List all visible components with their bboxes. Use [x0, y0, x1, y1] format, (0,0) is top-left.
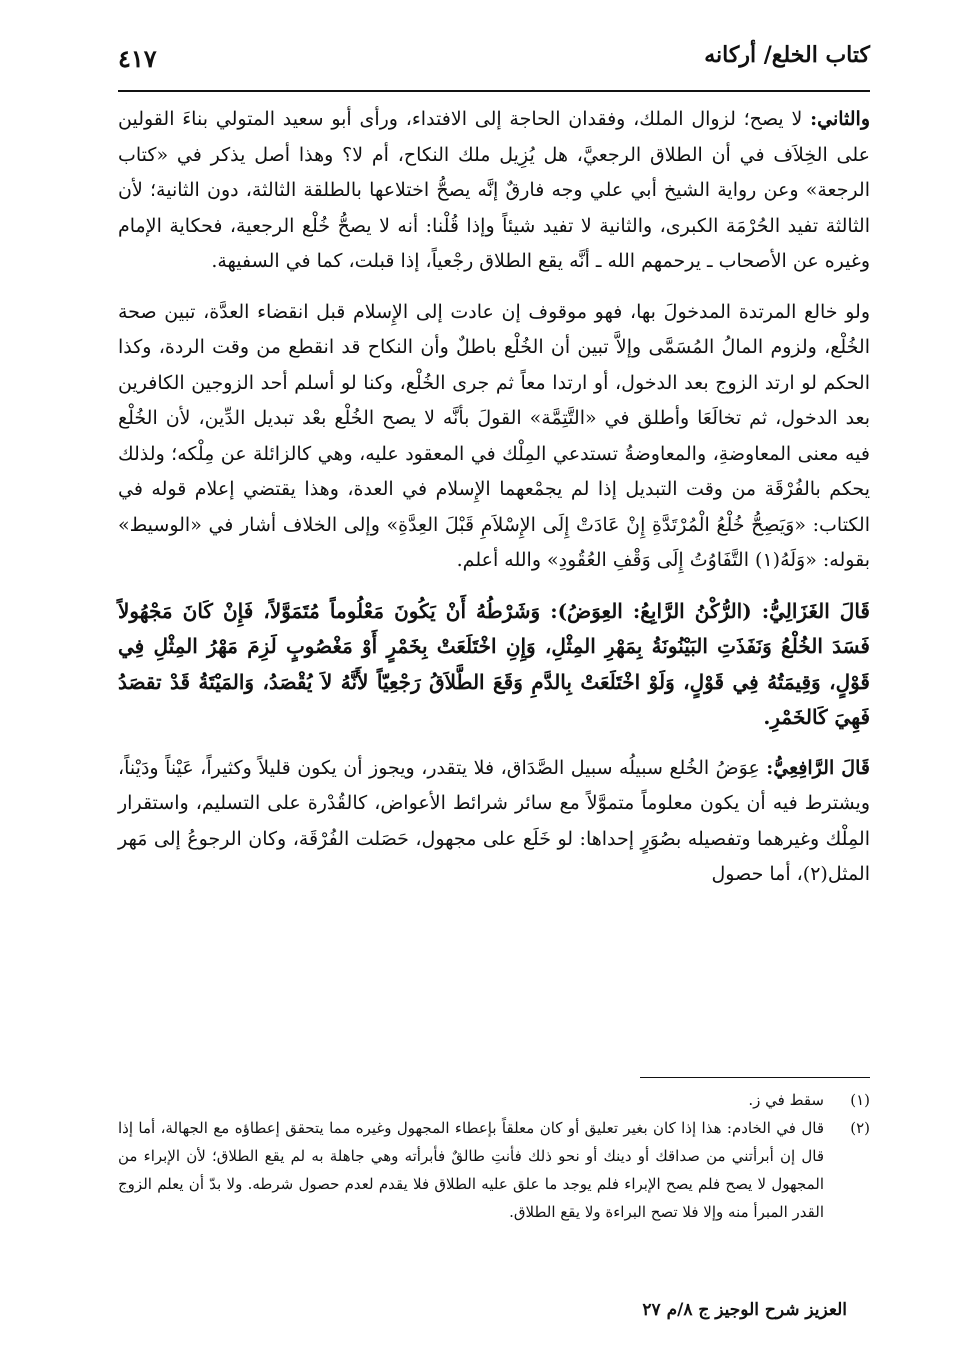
- main-text: [118, 102, 870, 893]
- header-divider: [118, 90, 870, 92]
- paragraph-lead: والثاني:: [810, 108, 870, 130]
- paragraph-text: ولو خالع المرتدة المدخولَ بها، فهو موقوف إن عادت إلى الإِسلام قبل انقضاء العدَّة، تبين صحة الخُلْع، ولزوم المالُ المُسَمَّى وإلاَّ تبين أن الخُلْع باطلٌ وأن النكاح قد انقطع من وقت الردة، وكذا الحكم لو ارتد الزوج بعد الدخول، أو ارتدا معاً ثم جرى الخُلْع، وكنا لو أسلم أحد الزوجين الكافرين بعد الدخول، ثم تخالَعَا وأطلق في «التَّتِمَّة» القولَ بأنَّه لا يصح الخُلْع بعْد تبديل الدِّين، لأن الخُلْع فيه معنى المعاوضةِ، والمعاوضةُ تستدعي المِلْك في المعقود عليه، وهي كالزائلة عن مِلْكه؛ ولذلك يحكم بالفُرْقَة من وقت التبديل إذا لم يجمْعهما الإِسلام في العدة، وهذا يقتضي إعلام قوله في الكتاب: «وَيَصِحُّ خُلْعُ الْمُرْتَدَّةِ إِنْ عَادَتْ إِلَى الإِسْلاَمِ قَبْلَ العِدَّةِ» وإلى الخلاف أشار في «الوسيط» بقوله: «وَلَهُ(١) التَّفَاوُتُ إِلَى وَقْفِ العُقُودِ» والله أعلم.: [118, 300, 870, 571]
- paragraph-apostate-khul: [118, 295, 870, 579]
- paragraph-rafii-commentary: [118, 751, 870, 893]
- paragraph-text: لا يصح؛ لزوال الملك، وفقدان الحاجة إلى الافتداء، ورأى أبو سعيد المتولي بناءَ القولين على الخِلاَف في أن الطلاق الرجعيَّ، هل يُزِيل ملك النكاح، أم لا؟ وهذا أصل يذكر في «كتاب الرجعة» وعن رواية الشيخ أبي علي وجه فارقٌ إنَّه يصحُّ اختلاعها بالطلقة الثالثة، دون الثانية؛ لأن الثالثة تفيد الحُرْمَة الكبرى، والثانية لا تفيد شيئاً وإذا قُلْنا: أنه لا يصحُّ خُلْع الرجعية، فحكاية الإمام وغيره عن الأصحاب ـ يرحمهم الله ـ أنَّه يقع الطلاق رجْعياً، إذا قبلت، كما في السفيهة.: [118, 108, 870, 272]
- footnote-text: سقط في ز.: [748, 1091, 824, 1109]
- paragraph-lead: قَالَ الرَّافِعِيُّ:: [766, 756, 870, 779]
- printer-signature: العزيز شرح الوجيز ج ٨/م ٢٧: [642, 1300, 847, 1320]
- paragraph-ghazali-matn: [118, 594, 870, 736]
- footnote-number: (٢): [850, 1119, 870, 1137]
- page-number: ٤١٧: [118, 44, 157, 73]
- footnote-number: (١): [850, 1091, 870, 1109]
- footnote-divider: [640, 1077, 870, 1078]
- footnote-item: [118, 1086, 870, 1114]
- paragraph-second-opinion: [118, 102, 870, 280]
- footnote-item: [118, 1114, 870, 1226]
- chapter-title: كتاب الخلع/ أركانه: [704, 42, 870, 68]
- footnotes: [118, 1086, 870, 1226]
- running-header: [118, 38, 870, 84]
- footnote-text: قال في الخادم: هذا إذا كان بغير تعليق أو كان معلقاً بإعطاء المجهول وغيره مما يتحقق إعطاؤه مع الجهالة، أما إذا قال إن أبرأتني من صداقك أو دينك أو نحو ذلك فأنتِ طالقٌ فأبرأته وهي جاهلة به لم يقع الطلاق؛ لأن الإبراء من المجهول لا يصح فلم يصح الإبراء فلم يوجد ما علق عليه الطلاق فلا يقدم لعدم حصول شرطه. ولا بدّ أن يعلم الزوج القدر المبرأ منه وإلا فلا تصح البراءة ولا يقع الطلاق.: [118, 1119, 824, 1221]
- paragraph-text: قَالَ الغَزَالِيُّ: (الرُّكْنُ الرَّابِعُ: العِوَضُ): وَشَرْطُهُ أَنْ يَكُونَ مَعْلُوماً مُتَمَوَّلاً، فَإِنْ كَانَ مَجْهُولاً فَسَدَ الخُلْعُ وَنَفَذَتِ البَيْنُونَةُ بِمَهْرِ المِثْلِ، وَإِنِ اخْتَلَعَتْ بِخَمْرٍ أَوْ مَغْصُوبٍ لَزِمَ مَهْرُ المِثْلِ فِي قَوْلٍ، وَقِيمَتُهُ فِي قَوْلٍ، وَلَوْ اخْتَلَعَتْ بِالدَّمِ وَقَعَ الطَّلاَقُ رَجْعِيّاً لأَنَّهُ لاَ يُقْصَدُ، وَالمَيْتَةُ قَدْ تقصَدُ فَهِيَ كَالخَمْرِ.: [118, 598, 870, 729]
- paragraph-text: عِوَضُ الخُلع سبيلُه سبيل الصَّدَاق، فلا يتقدر، ويجوز أن يكون قليلاً وكثيراً، عَيْناً ودَيْناً، ويشترط فيه أن يكون معلوماً متموَّلاً مع سائر شرائط الأعواض، كالقُدْرة على التسليم، واستقرار المِلْك وغيرهما وتفصيله بصُوَرٍ إحداها: لو خَلَع على مجهول، حَصَلت الفُرْقَة، وكان الرجوعُ إلى مَهر المثل(٢)، أما حصول: [118, 756, 870, 885]
